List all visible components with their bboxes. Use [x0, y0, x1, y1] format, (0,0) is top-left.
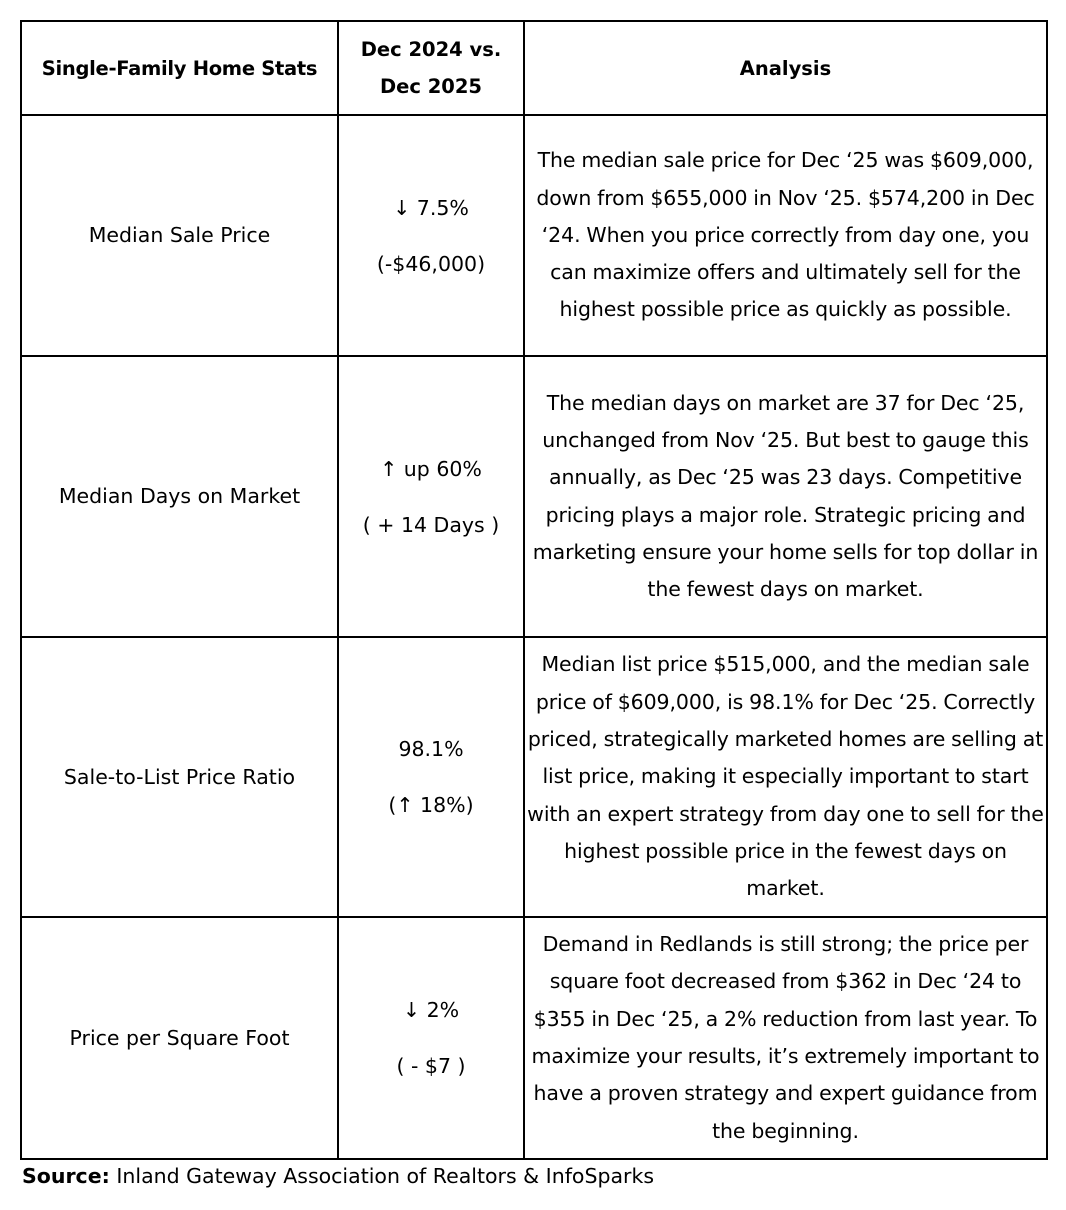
stat-name: Median Sale Price [21, 115, 338, 356]
change-secondary: ( - $7 ) [396, 1054, 466, 1078]
header-comparison-label: Dec 2024 vs. Dec 2025 [360, 38, 502, 98]
analysis-text: Median list price $515,000, and the median sale price of $609,000, is 98.1% for Dec ‘25. Correctly priced, strategically marketed homes are selling at list price, making it especially important to start with an expert strategy from day one to sell for the highest possible price in the fewest days on market. [524, 637, 1047, 917]
stat-change [338, 917, 524, 1159]
analysis-text: The median days on market are 37 for Dec ‘25, unchanged from Nov ‘25. But best to gauge this annually, as Dec ‘25 was 23 days. Competitive pricing plays a major role. Strategic pricing and marketing ensure your home sells for top dollar in the fewest days on market. [524, 356, 1047, 637]
header-comparison [338, 21, 524, 115]
change-secondary: (-$46,000) [376, 251, 486, 276]
source-note [22, 1161, 654, 1191]
stat-change [338, 637, 524, 917]
change-secondary: (↑ 18%) [388, 793, 474, 817]
change-primary: 98.1% [398, 737, 464, 761]
stat-change [338, 115, 524, 356]
analysis-text: Demand in Redlands is still strong; the price per square foot decreased from $362 in Dec ‘24 to $355 in Dec ‘25, a 2% reduction from last year. To maximize your results, it’s extremely important to have a proven strategy and expert guidance from the beginning. [524, 917, 1047, 1159]
header-stats: Single-Family Home Stats [21, 21, 338, 115]
source-label: Source: [22, 1164, 110, 1188]
stat-name: Price per Square Foot [21, 917, 338, 1159]
table-row [21, 356, 1047, 637]
change-primary: ↓ 2% [402, 998, 460, 1022]
stat-change [338, 356, 524, 637]
source-text: Inland Gateway Association of Realtors & InfoSparks [116, 1164, 655, 1188]
analysis-text: The median sale price for Dec ‘25 was $609,000, down from $655,000 in Nov ‘25. $574,200 in Dec ‘24. When you price correctly from day one, you can maximize offers and ultimately sell for the highest possible price as quickly as possible. [524, 115, 1047, 356]
table-row [21, 917, 1047, 1159]
header-analysis: Analysis [524, 21, 1047, 115]
header-row [21, 21, 1047, 115]
table-row [21, 115, 1047, 356]
change-secondary: ( + 14 Days ) [362, 512, 500, 537]
stat-name: Sale-to-List Price Ratio [21, 637, 338, 917]
table-row [21, 637, 1047, 917]
stat-name: Median Days on Market [21, 356, 338, 637]
home-stats-table [20, 20, 1048, 1160]
change-primary: ↑ up 60% [380, 456, 482, 481]
change-primary: ↓ 7.5% [393, 195, 469, 220]
